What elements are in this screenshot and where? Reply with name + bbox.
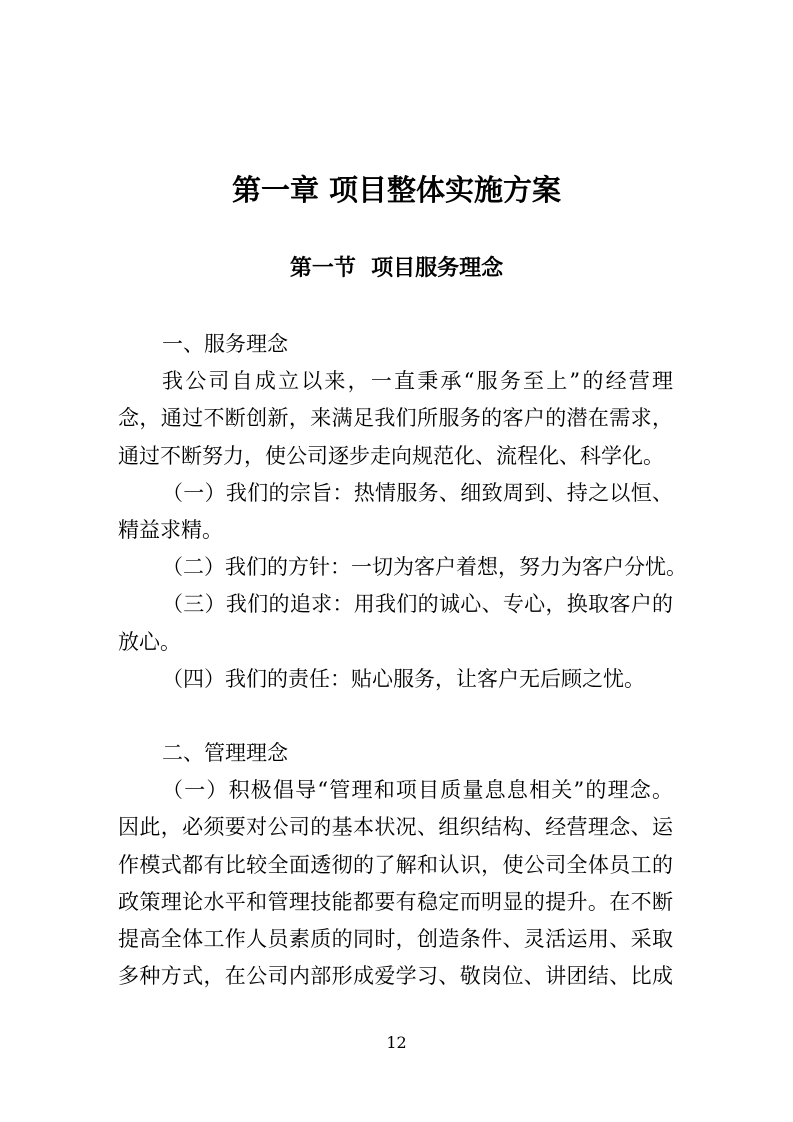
chapter-title: 第一章 项目整体实施方案 bbox=[231, 173, 562, 207]
body-line: 我公司自成立以来，一直秉承“服务至上”的经营理 bbox=[162, 369, 673, 394]
body-line: 作模式都有比较全面透彻的了解和认识，使公司全体员工的 bbox=[118, 852, 673, 877]
body-line: （四）我们的责任：贴心服务，让客户无后顾之忧。 bbox=[162, 666, 645, 691]
body-line: 放心。 bbox=[118, 629, 181, 654]
body-line: （二）我们的方针：一切为客户着想，努力为客户分忧。 bbox=[162, 555, 687, 580]
blank-line bbox=[118, 698, 673, 735]
body-line: 念，通过不断创新，来满足我们所服务的客户的潜在需求， bbox=[118, 406, 673, 431]
body-line: 政策理论水平和管理技能都要有稳定而明显的提升。在不断 bbox=[118, 889, 673, 914]
page-number: 12 bbox=[386, 1033, 407, 1052]
subsection-heading-service-concept: 一、服务理念 bbox=[162, 332, 288, 356]
body-line: （一）我们的宗旨：热情服务、细致周到、持之以恒、 bbox=[162, 480, 673, 505]
body-line: （三）我们的追求：用我们的诚心、专心，换取客户的 bbox=[162, 592, 673, 617]
body-line: 因此，必须要对公司的基本状况、组织结构、经营理念、运 bbox=[118, 815, 673, 840]
body-line: （一）积极倡导“管理和项目质量息息相关”的理念。 bbox=[162, 778, 673, 803]
body-line: 通过不断努力，使公司逐步走向规范化、流程化、科学化。 bbox=[118, 443, 664, 468]
section-title: 第一节 项目服务理念 bbox=[289, 255, 504, 281]
body-text bbox=[118, 326, 687, 995]
body-line: 多种方式，在公司内部形成爱学习、敬岗位、讲团结、比成 bbox=[118, 964, 673, 989]
body-line: 提高全体工作人员素质的同时，创造条件、灵活运用、采取 bbox=[118, 927, 673, 951]
subsection-heading-management-concept: 二、管理理念 bbox=[162, 741, 288, 766]
body-line: 精益求精。 bbox=[118, 517, 223, 542]
